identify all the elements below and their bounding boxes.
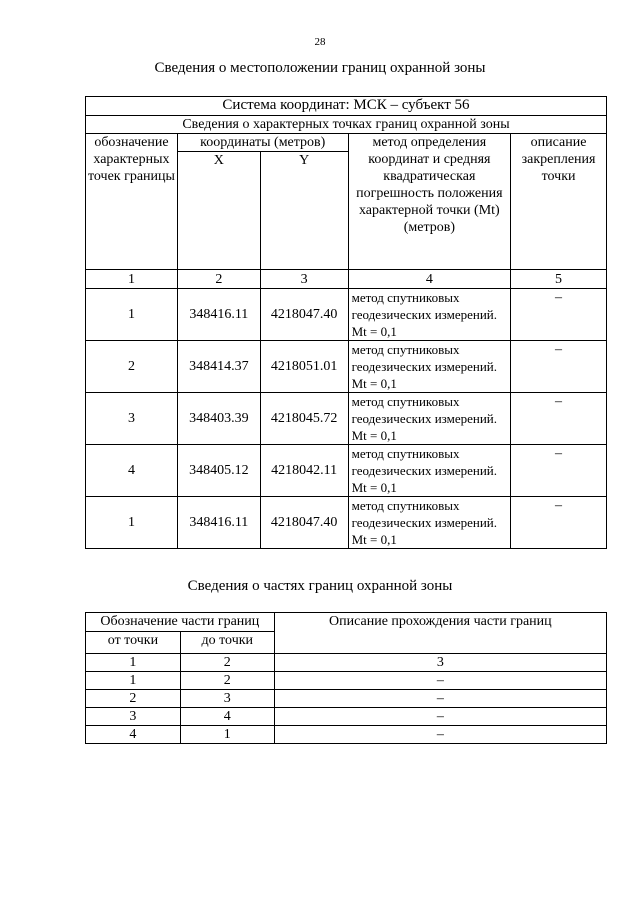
part-description: – [274, 708, 606, 726]
y-value: 4218047.40 [260, 289, 348, 341]
column-number: 1 [86, 270, 178, 289]
description-value: – [511, 341, 607, 393]
header-part-description: Описание прохождения части границ [274, 613, 606, 654]
table-row [86, 726, 607, 744]
column-number: 3 [274, 654, 606, 672]
header-point-designation: обозначение характерных точек границы [86, 134, 178, 270]
column-number: 3 [260, 270, 348, 289]
boundary-points-table [85, 96, 607, 549]
point-id: 1 [86, 289, 178, 341]
description-value: – [511, 289, 607, 341]
to-point: 3 [180, 690, 274, 708]
coordinate-system-cell: Система координат: МСК – субъект 56 [86, 97, 607, 116]
part-description: – [274, 726, 606, 744]
to-point: 2 [180, 672, 274, 690]
header-method: метод определения координат и средняя квадратическая погрешность положения характерной точки (Mt) (метров) [348, 134, 511, 270]
table-row [86, 690, 607, 708]
point-id: 1 [86, 497, 178, 549]
description-value: – [511, 393, 607, 445]
from-point: 2 [86, 690, 181, 708]
header-x: X [177, 152, 260, 270]
x-value: 348416.11 [177, 497, 260, 549]
to-point: 4 [180, 708, 274, 726]
y-value: 4218042.11 [260, 445, 348, 497]
x-value: 348403.39 [177, 393, 260, 445]
method-text: метод спутниковых геодезических измерений. Mt = 0,1 [348, 341, 511, 393]
to-point: 1 [180, 726, 274, 744]
point-id: 4 [86, 445, 178, 497]
from-point: 4 [86, 726, 181, 744]
part-description: – [274, 690, 606, 708]
x-value: 348414.37 [177, 341, 260, 393]
point-id: 2 [86, 341, 178, 393]
column-number: 1 [86, 654, 181, 672]
page-number: 28 [314, 36, 326, 48]
header-coordinates: координаты (метров) [177, 134, 348, 152]
y-value: 4218045.72 [260, 393, 348, 445]
point-id: 3 [86, 393, 178, 445]
column-number: 2 [180, 654, 274, 672]
from-point: 1 [86, 672, 181, 690]
method-text: метод спутниковых геодезических измерений. Mt = 0,1 [348, 445, 511, 497]
table-row [86, 672, 607, 690]
header-to-point: до точки [180, 632, 274, 654]
header-part-designation: Обозначение части границ [86, 613, 275, 632]
x-value: 348405.12 [177, 445, 260, 497]
table-subtitle-cell: Сведения о характерных точках границ охранной зоны [86, 116, 607, 134]
method-text: метод спутниковых геодезических измерений. Mt = 0,1 [348, 393, 511, 445]
section-title-parts: Сведения о частях границ охранной зоны [187, 578, 453, 594]
column-number: 5 [511, 270, 607, 289]
y-value: 4218047.40 [260, 497, 348, 549]
from-point: 3 [86, 708, 181, 726]
part-description: – [274, 672, 606, 690]
boundary-parts-table [85, 612, 607, 744]
header-from-point: от точки [86, 632, 181, 654]
section-title-location: Сведения о местоположении границ охранной зоны [154, 60, 486, 76]
x-value: 348416.11 [177, 289, 260, 341]
table-row [86, 341, 607, 393]
y-value: 4218051.01 [260, 341, 348, 393]
table-row [86, 445, 607, 497]
table-row [86, 497, 607, 549]
table-row [86, 708, 607, 726]
method-text: метод спутниковых геодезических измерений. Mt = 0,1 [348, 289, 511, 341]
column-number: 4 [348, 270, 511, 289]
description-value: – [511, 497, 607, 549]
table-row [86, 289, 607, 341]
table-row [86, 393, 607, 445]
description-value: – [511, 445, 607, 497]
header-y: Y [260, 152, 348, 270]
header-description: описание закрепления точки [511, 134, 607, 270]
method-text: метод спутниковых геодезических измерений. Mt = 0,1 [348, 497, 511, 549]
column-number: 2 [177, 270, 260, 289]
